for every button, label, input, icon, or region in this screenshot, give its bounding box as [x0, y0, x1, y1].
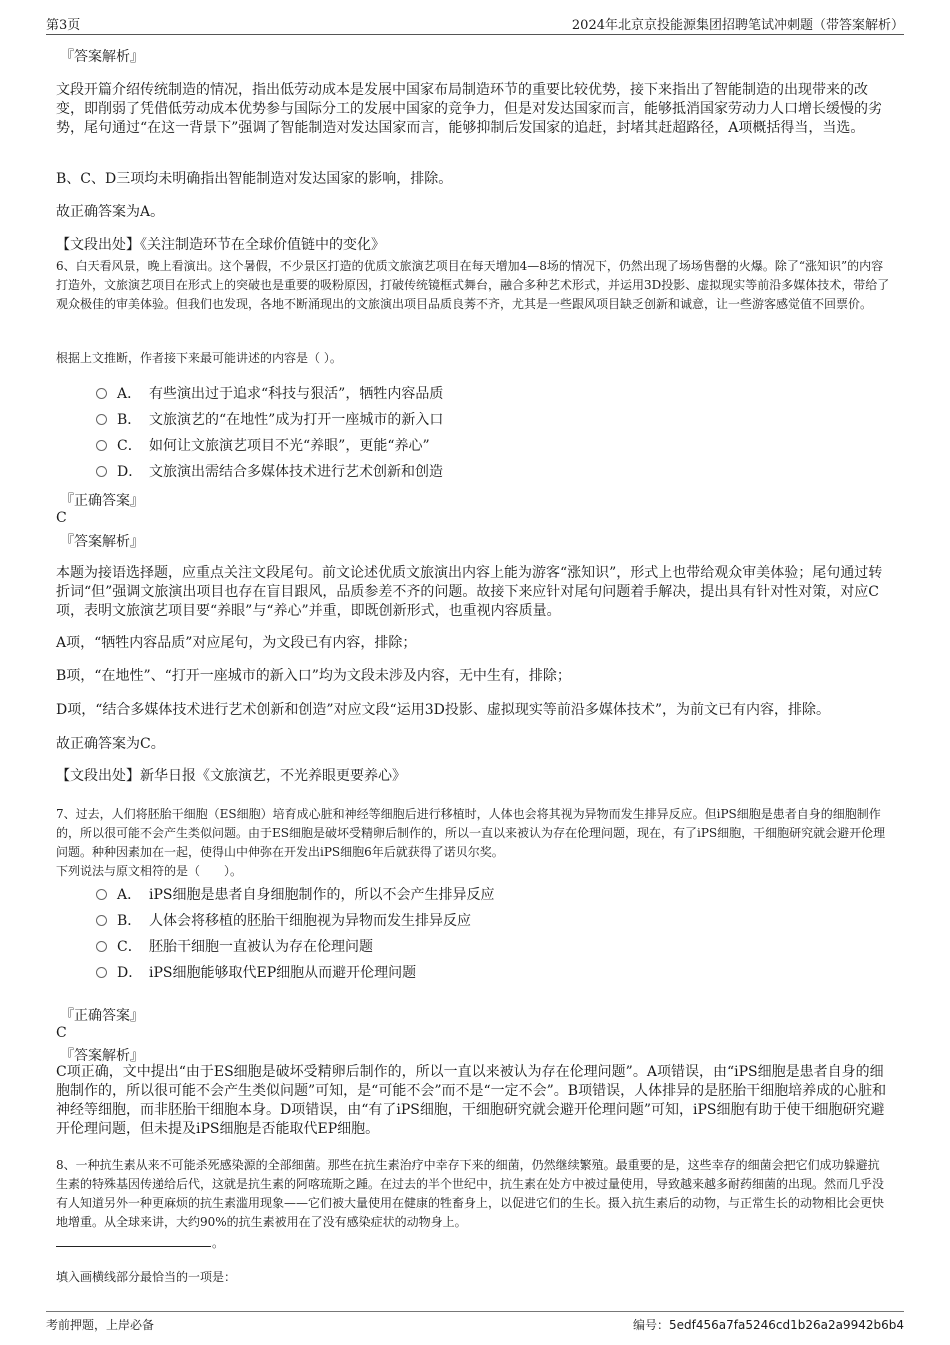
q7-option-c[interactable]: C． 胚胎干细胞一直被认为存在伦理问题: [96, 937, 373, 957]
q6-analysis-p5: 故正确答案为C。: [56, 736, 165, 752]
q7-question: 下列说法与原文相符的是（ ）。: [56, 864, 243, 878]
radio-icon[interactable]: [96, 388, 107, 399]
q7-option-b[interactable]: B． 人体会将移植的胚胎干细胞视为异物而发生排异反应: [96, 911, 471, 931]
q8-stem: 8、一种抗生素从来不可能杀死感染源的全部细菌。那些在抗生素治疗中幸存下来的细菌，仍然继续繁殖。最重要的是，这些幸存的细菌会把它们成功躲避抗生素的特殊基因传递给后代，这就是抗生素的阿喀琉斯之踵。在过去的半个世纪中，抗生素在处方中被过量使用，导致越来越多耐药细菌的出现。然而几乎没有人知道另外一种更麻烦的抗生素滥用现象——它们被大量使用在健康的牲畜身上，以促进它们的生长。摄入抗生素后的动物，与正常生长的动物相比会更快地增重。从全球来讲，大约90%的抗生素被用在了没有感染症状的动物身上。: [56, 1158, 885, 1229]
radio-icon[interactable]: [96, 889, 107, 900]
q6-question: 根据上文推断，作者接下来最可能讲述的内容是（ ）。: [56, 351, 342, 365]
q7-answer: C: [56, 1025, 67, 1041]
q5-analysis-p3: 故正确答案为A。: [56, 204, 165, 220]
q7-option-d[interactable]: D． iPS细胞能够取代EP细胞从而避开伦理问题: [96, 963, 416, 983]
document-title: 2024年北京京投能源集团招聘笔试冲刺题（带答案解析）: [571, 18, 904, 33]
q6-stem: 6、白天看风景，晚上看演出。这个暑假，不少景区打造的优质文旅演艺项目在每天增加4—8场的情况下，仍然出现了场场售罄的火爆。除了“涨知识”的内容打造外，文旅演艺项目在形式上的突破也是重要的吸粉原因，打破传统镜框式舞台，融合多种艺术形式，并运用3D投影、虚拟现实等前沿多媒体技术，带给了观众极佳的审美体验。但我们也发现，各地不断涌现出的文旅演出项目品质良莠不齐，尤其是一些跟风项目缺乏创新和诚意，让一些游客感觉值不回票价。: [56, 259, 890, 311]
q6-answer-label: 『正确答案』: [60, 493, 144, 509]
q6-analysis-label: 『答案解析』: [60, 534, 144, 550]
answer-blank[interactable]: [56, 1246, 211, 1247]
q6-analysis-p4: D项，“结合多媒体技术进行艺术创新和创造”对应文段“运用3D投影、虚拟现实等前沿多媒体技术”，为前文已有内容，排除。: [56, 702, 830, 718]
q6-option-b[interactable]: B． 文旅演艺的“在地性”成为打开一座城市的新入口: [96, 410, 443, 430]
page-header: [46, 12, 904, 35]
q5-analysis-p2: B、C、D三项均未明确指出智能制造对发达国家的影响，排除。: [56, 171, 453, 187]
q6-analysis-p3: B项，“在地性”、“打开一座城市的新入口”均为文段未涉及内容，无中生有，排除；: [56, 668, 571, 684]
code-value: 5edf456a7fa5246cd1b26a2a9942b6b4: [669, 1318, 904, 1332]
blank-period: 。: [212, 1236, 225, 1250]
footer-code: [633, 1316, 904, 1333]
q5-analysis-p1: 文段开篇介绍传统制造的情况，指出低劳动成本是发展中国家布局制造环节的重要比较优势，接下来指出了智能制造的出现带来的改变，即削弱了凭借低劳动成本优势参与国际分工的发展中国家的竞争力，但是对发达国家而言，能够抵消国家劳动力人口增长缓慢的劣势，尾句通过“在这一背景下”强调了智能制造对发达国家而言，能够抑制后发国家的追赶，封堵其赶超路径，A项概括得当，当选。: [56, 82, 882, 136]
q6-analysis-p2: A项，“牺牲内容品质”对应尾句，为文段已有内容，排除；: [56, 635, 417, 651]
q6-answer: C: [56, 510, 67, 526]
page-number: 第3页: [46, 18, 81, 33]
q6-source: 【文段出处】新华日报《文旅演艺，不光养眼更要养心》: [56, 768, 406, 784]
q5-analysis-label: 『答案解析』: [60, 49, 144, 65]
code-label: 编号：: [632, 1318, 669, 1332]
q6-option-a[interactable]: A． 有些演出过于追求“科技与狠活”，牺牲内容品质: [96, 384, 443, 404]
q8-question: 填入画横线部分最恰当的一项是：: [56, 1270, 237, 1284]
q7-option-a[interactable]: A． iPS细胞是患者自身细胞制作的，所以不会产生排异反应: [96, 885, 495, 905]
footer-slogan: 考前押题，上岸必备: [46, 1318, 155, 1332]
q7-analysis: C项正确，文中提出“由于ES细胞是破坏受精卵后制作的，所以一直以来被认为存在伦理问题”。A项错误，由“iPS细胞是患者自身的细胞制作的，所以很可能不会产生类似问题”可知，是“可能不会”而不是“一定不会”。B项错误，人体排异的是胚胎干细胞培养成的心脏和神经等细胞，而非胚胎干细胞本身。D项错误，由“有了iPS细胞，干细胞研究就会避开伦理问题”可知，iPS细胞有助于使干细胞研究避开伦理问题，但未提及iPS细胞是否能取代EP细胞。: [56, 1064, 887, 1137]
q6-option-c[interactable]: C． 如何让文旅演艺项目不光“养眼”，更能“养心”: [96, 436, 430, 456]
radio-icon[interactable]: [96, 414, 107, 425]
q5-source: 【文段出处】《关注制造环节在全球价值链中的变化》: [56, 237, 385, 253]
q7-answer-label: 『正确答案』: [60, 1008, 144, 1024]
q6-option-d[interactable]: D． 文旅演出需结合多媒体技术进行艺术创新和创造: [96, 462, 443, 482]
radio-icon[interactable]: [96, 967, 107, 978]
q7-analysis-label: 『答案解析』: [60, 1048, 144, 1064]
q7-stem: 7、过去，人们将胚胎干细胞（ES细胞）培育成心脏和神经等细胞后进行移植时，人体也会将其视为异物而发生排异反应。但iPS细胞是患者自身的细胞制作的，所以很可能不会产生类似问题。由于ES细胞是破坏受精卵后制作的，所以一直以来被认为存在伦理问题，现在，有了iPS细胞，干细胞研究就会避开伦理问题。种种因素加在一起，使得山中伸弥在开发出iPS细胞6年后就获得了诺贝尔奖。: [56, 807, 886, 859]
radio-icon[interactable]: [96, 915, 107, 926]
page-footer: [46, 1311, 904, 1332]
q6-analysis-p1: 本题为接语选择题，应重点关注文段尾句。前文论述优质文旅演出内容上能为游客“涨知识”，形式上也带给观众审美体验；尾句通过转折词“但”强调文旅演出项目也存在盲目跟风，品质参差不齐的问题。故接下来应针对尾句问题着手解决，提出具有针对性对策，对应C项，表明文旅演艺项目要“养眼”与“养心”并重，即既创新形式，也重视内容质量。: [56, 565, 883, 619]
radio-icon[interactable]: [96, 440, 107, 451]
radio-icon[interactable]: [96, 941, 107, 952]
radio-icon[interactable]: [96, 466, 107, 477]
